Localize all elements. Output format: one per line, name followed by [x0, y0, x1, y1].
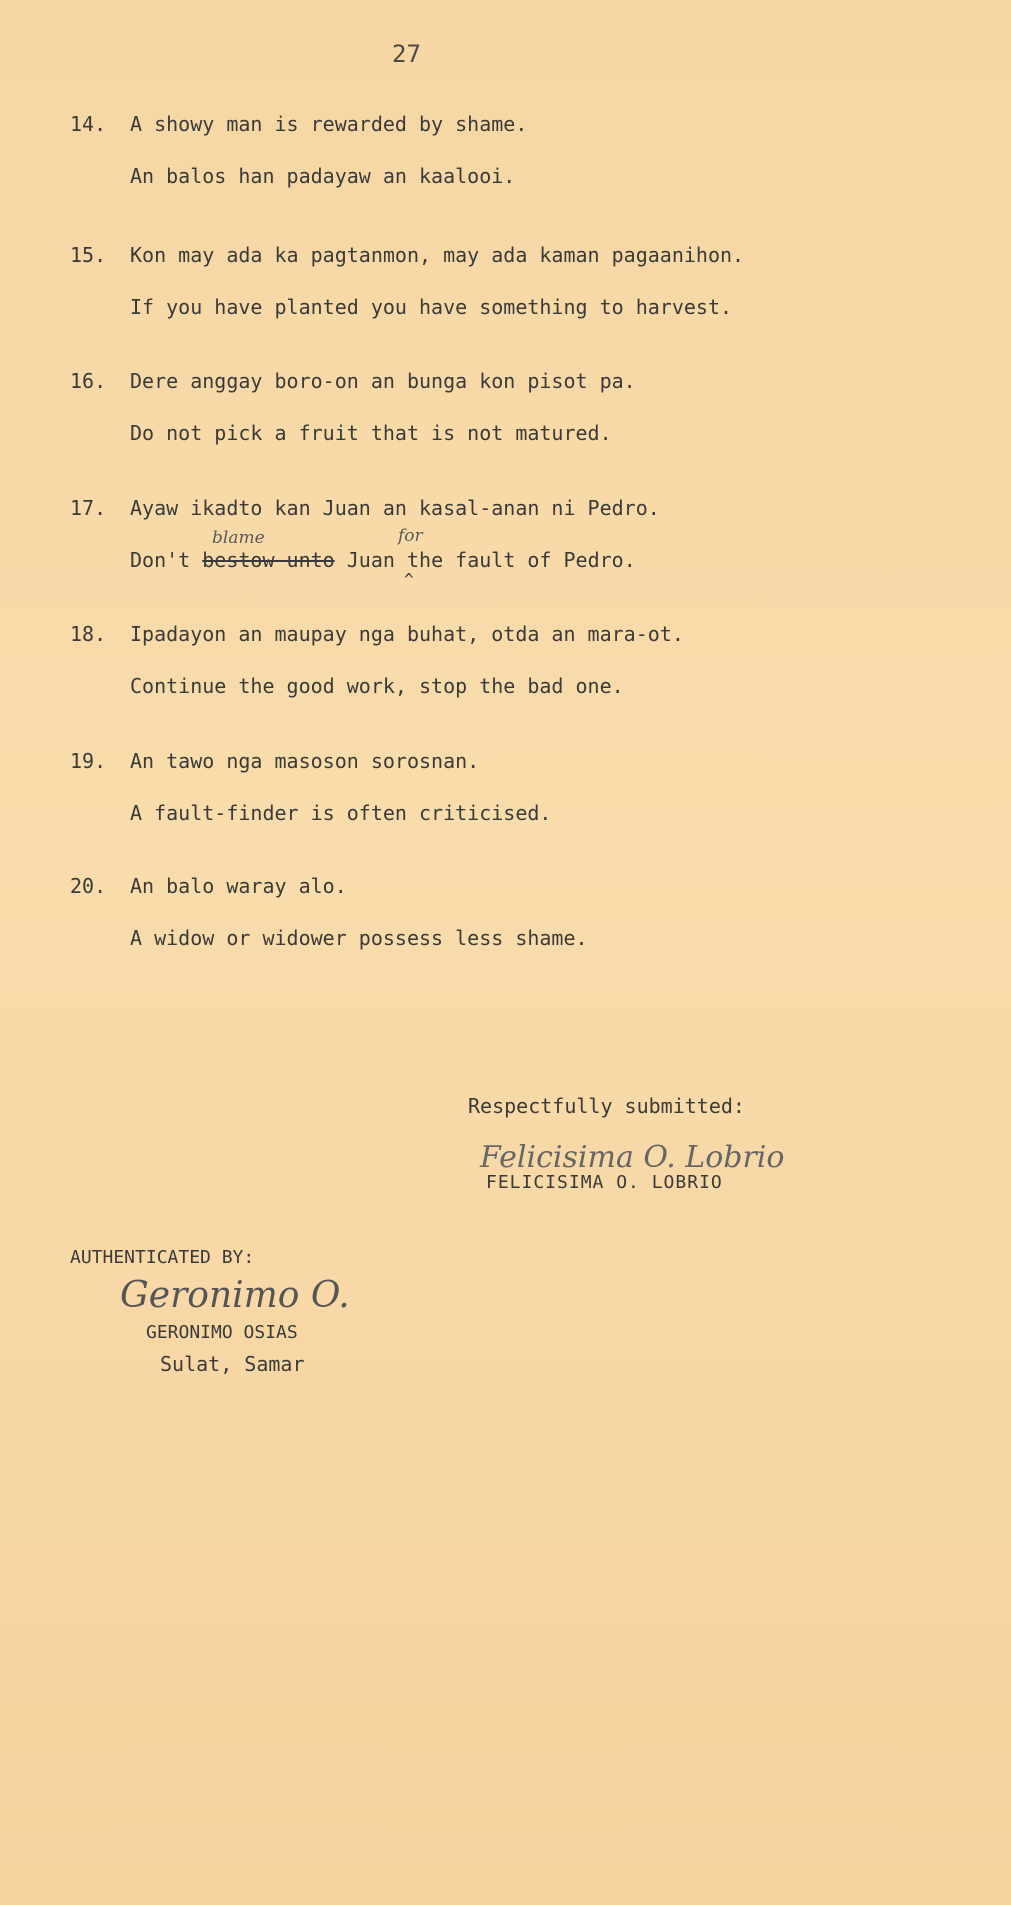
waray-line: Dere anggay boro-on an bunga kon pisot pa. — [130, 369, 636, 393]
english-line: A widow or widower possess less shame. — [130, 926, 588, 950]
waray-line: Kon may ada ka pagtanmon, may ada kaman pagaanihon. — [130, 243, 745, 267]
entry-number: 16. — [70, 369, 107, 393]
handwritten-for: for — [398, 526, 423, 546]
submitter-name: FELICISIMA O. LOBRIO — [486, 1172, 723, 1193]
handwritten-blame: blame — [212, 528, 265, 548]
english-line: Do not pick a fruit that is not matured. — [130, 421, 612, 445]
waray-line: Ipadayon an maupay nga buhat, otda an mara-ot. — [130, 622, 684, 646]
entry-number: 17. — [70, 496, 107, 520]
english-line — [130, 548, 636, 572]
submitter-signature: Felicisima O. Lobrio — [480, 1140, 785, 1175]
struck-text: bestow unto — [202, 548, 335, 572]
authenticator-name: GERONIMO OSIAS — [146, 1322, 298, 1343]
authenticator-place: Sulat, Samar — [160, 1352, 305, 1376]
insertion-caret: ^ — [404, 570, 414, 589]
english-line: A showy man is rewarded by shame. — [130, 112, 528, 136]
english-line: If you have planted you have something to harvest. — [130, 295, 733, 319]
authenticator-signature: Geronimo O. — [120, 1275, 350, 1316]
waray-line: An tawo nga masoson sorosnan. — [130, 749, 480, 773]
entry-number: 18. — [70, 622, 107, 646]
english-line: Continue the good work, stop the bad one. — [130, 674, 624, 698]
page-number: 27 — [392, 40, 421, 68]
entry-number: 19. — [70, 749, 107, 773]
line-prefix: Don't — [130, 548, 191, 572]
entry-number: 14. — [70, 112, 107, 136]
line-mid: Juan — [346, 548, 395, 572]
waray-line: Ayaw ikadto kan Juan an kasal-anan ni Pedro. — [130, 496, 660, 520]
authenticated-label: AUTHENTICATED BY: — [70, 1247, 255, 1268]
waray-line: An balos han padayaw an kaalooi. — [130, 164, 516, 188]
closing-text: Respectfully submitted: — [468, 1094, 745, 1118]
line-suffix: the fault of Pedro. — [406, 548, 636, 572]
english-line: A fault-finder is often criticised. — [130, 801, 552, 825]
entry-number: 15. — [70, 243, 107, 267]
waray-line: An balo waray alo. — [130, 874, 347, 898]
entry-number: 20. — [70, 874, 107, 898]
